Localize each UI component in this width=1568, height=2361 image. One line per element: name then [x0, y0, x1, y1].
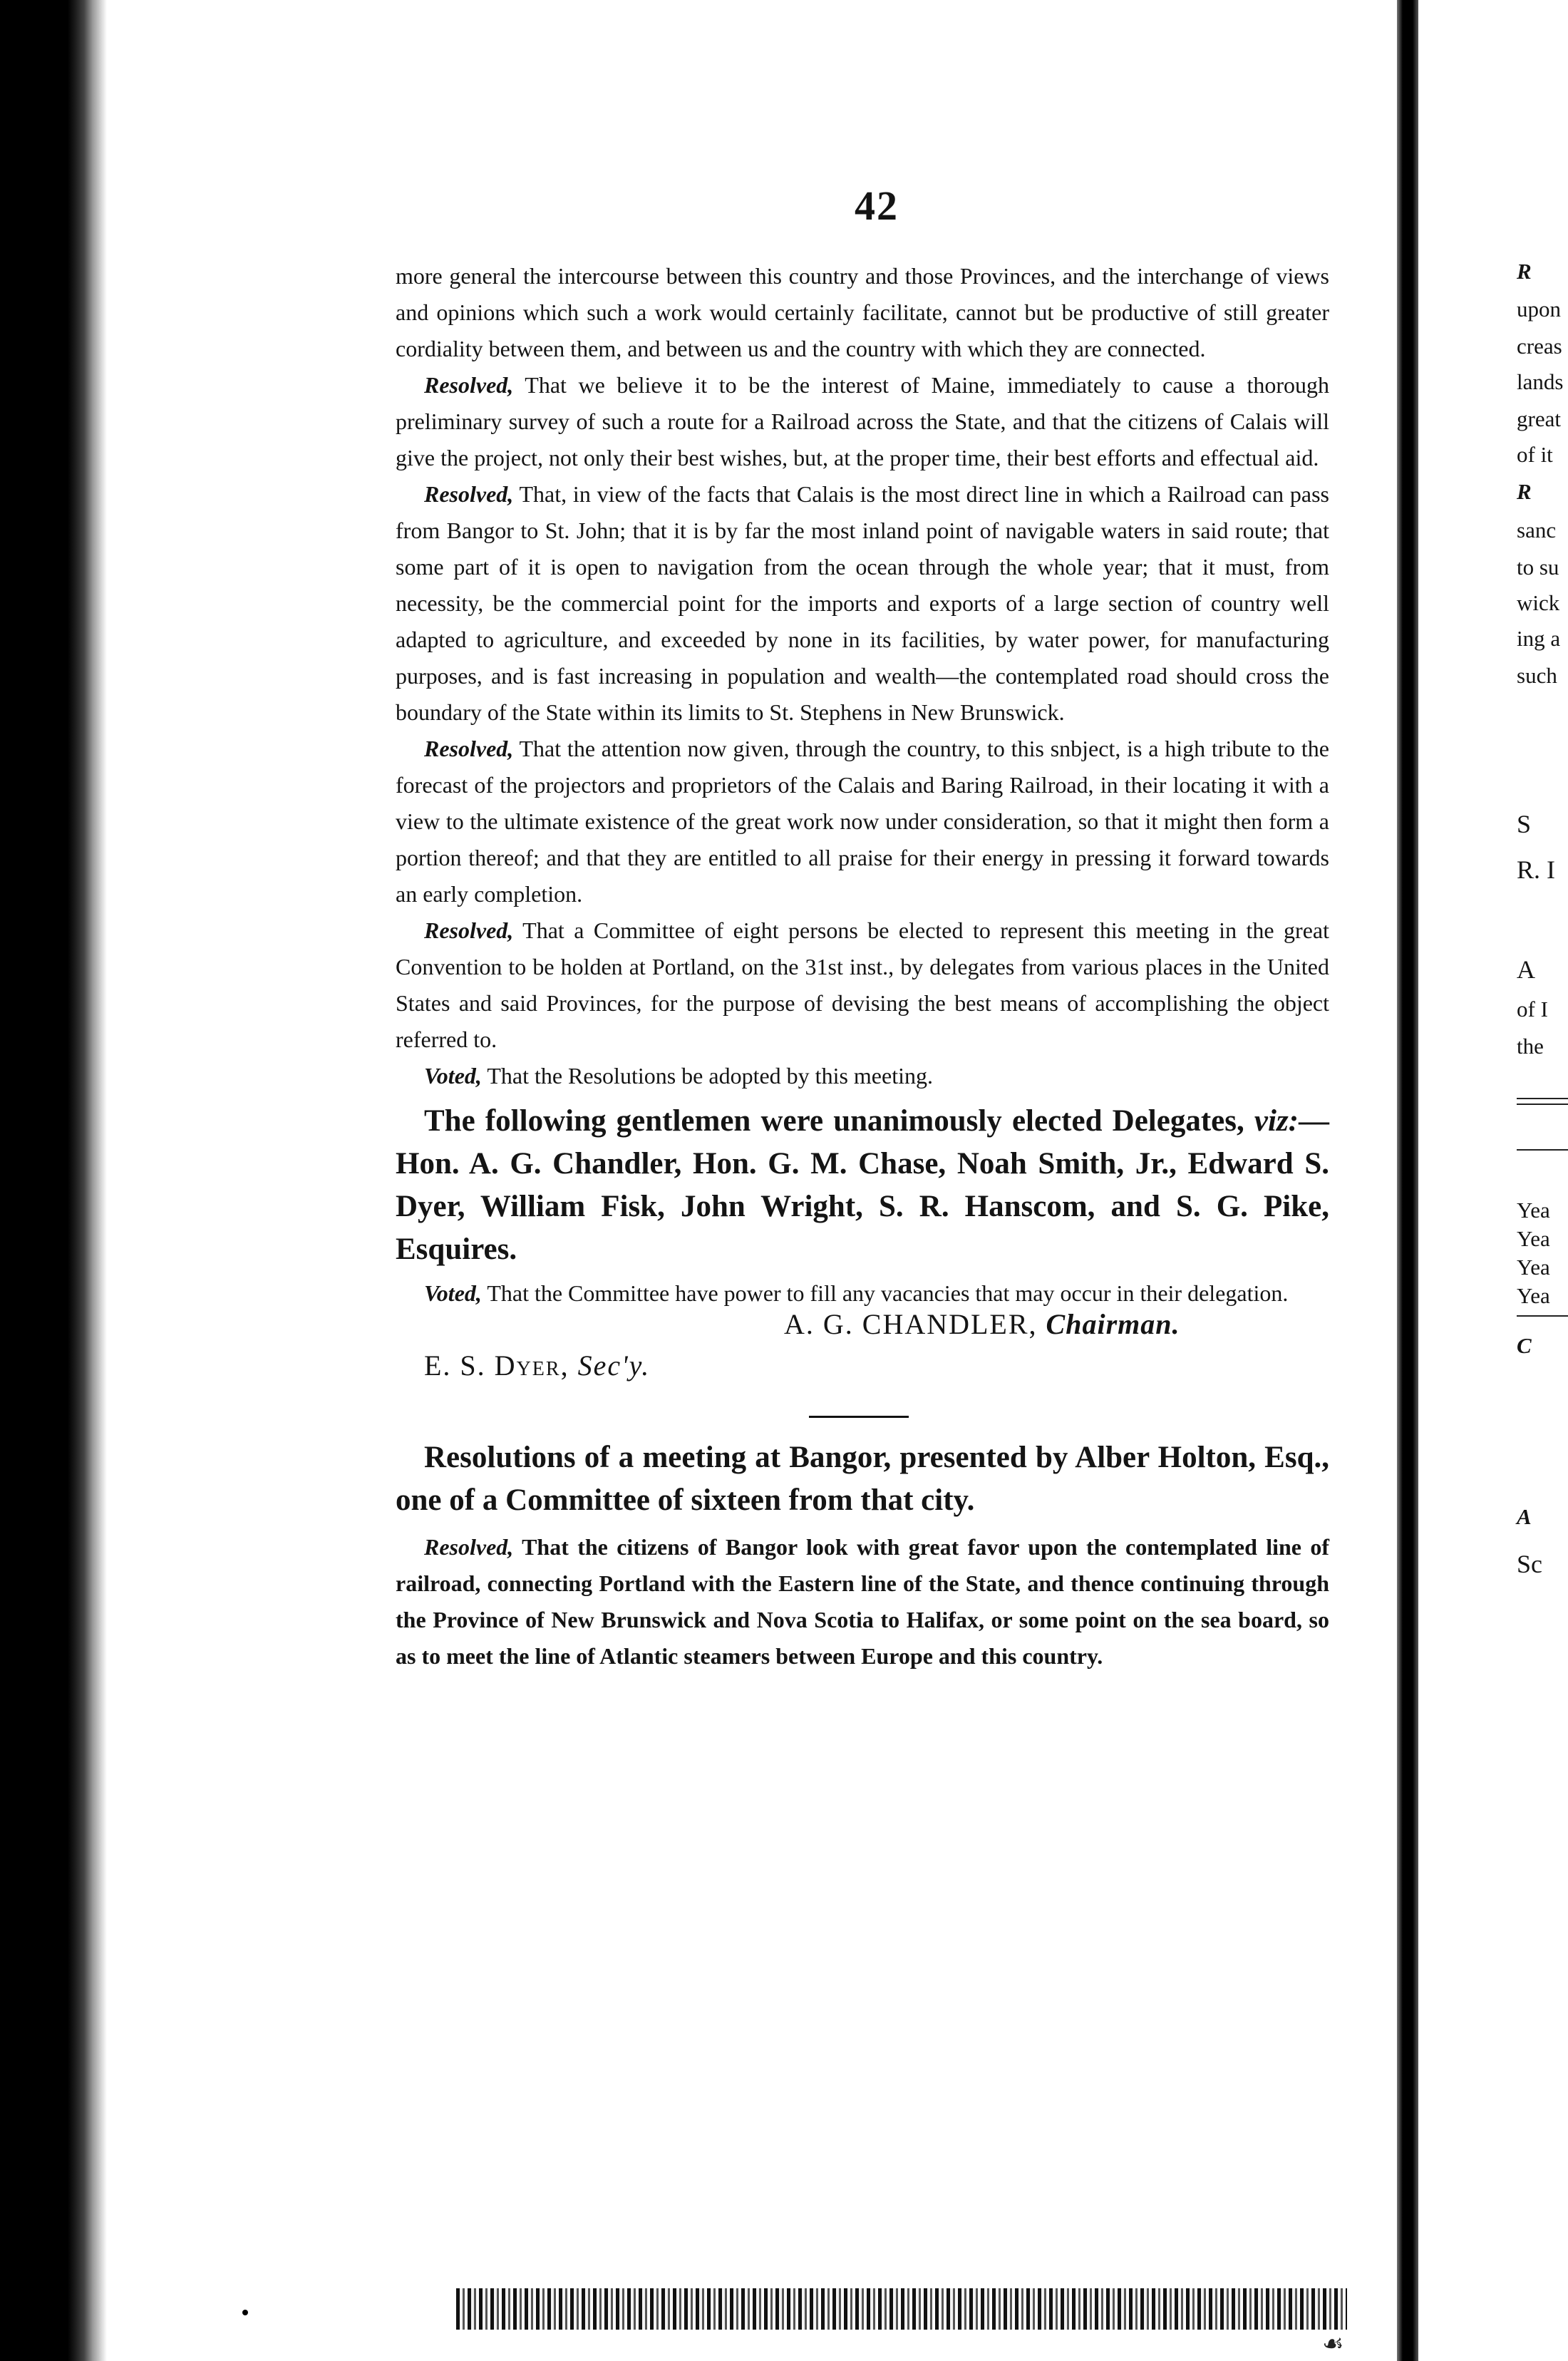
chairman-name: A. G. CHANDLER, — [784, 1308, 1038, 1340]
paragraph-text: That, in view of the facts that Calais is the most direct line in which a Railroad can pass from Bangor to St. John; that it is by far the most inland point of navigable waters in said route; that some part of it is open to navigation from the ocean through the whole year; that it must, from necessity, be the commercial point for the imports and exports of a large section of country well adapted to agriculture, and exceeded by none in its facilities, by water power, for manufacturing purposes, and is fast increasing in population and wealth—the contemplated road should cross the boundary of the State within its limits to St. Stephens in New Brunswick. — [396, 481, 1329, 725]
voted-lead: Voted, — [424, 1280, 482, 1306]
adjacent-page-fragment: Yea — [1517, 1255, 1550, 1280]
secretary-title: Sec'y. — [577, 1349, 651, 1382]
adjacent-page-fragment: A — [1517, 1504, 1532, 1529]
adjacent-page-rule — [1517, 1104, 1568, 1105]
scan-speck — [29, 1358, 57, 1379]
adjacent-page-fragment: lands — [1517, 369, 1564, 394]
vote-paragraph — [396, 1058, 1329, 1094]
adjacent-page-rule — [1517, 1149, 1568, 1151]
bangor-resolutions-heading: Resolutions of a meeting at Bangor, presented by Alber Holton, Esq., one of a Committee of sixteen from that city. — [396, 1441, 1329, 1517]
vote-paragraph — [396, 1275, 1329, 1312]
scan-speck — [21, 285, 37, 295]
adjacent-page-fragment: great — [1517, 406, 1561, 431]
paragraph-text: That the citizens of Bangor look with great favor upon the contemplated line of railroad, connecting Portland with the Eastern line of the State, and thence continuing through the Province of New Brunswick and Nova Scotia to Halifax, or some point on the sea board, so as to meet the line of Atlantic steamers between Europe and this country. — [396, 1534, 1329, 1669]
adjacent-page-rule — [1517, 1315, 1568, 1317]
adjacent-page-fragment: Yea — [1517, 1283, 1550, 1308]
scan-left-border — [0, 0, 107, 2361]
adjacent-page-fragment: S — [1517, 810, 1532, 838]
adjacent-page-fragment: such — [1517, 663, 1557, 688]
adjacent-page-fragment: of it — [1517, 442, 1553, 467]
page-gutter — [1397, 0, 1418, 2361]
adjacent-page-fragment: R — [1517, 259, 1532, 284]
chairman-signature — [784, 1307, 1180, 1341]
adjacent-page-fragment: R — [1517, 479, 1532, 504]
adjacent-page-fragment: A — [1517, 955, 1535, 984]
delegates-paragraph — [396, 1100, 1329, 1271]
adjacent-page-fragment: of I — [1517, 997, 1548, 1022]
resolution-paragraph — [396, 1529, 1329, 1675]
adjacent-page-fragment: to su — [1517, 555, 1559, 580]
delegates-names: —Hon. A. G. Chandler, Hon. G. M. Chase, Noah Smith, Jr., Edward S. Dyer, William Fisk, John Wright, S. R. Hanscom, and S. G. Pike, Esquires. — [396, 1104, 1329, 1266]
resolved-lead: Resolved, — [424, 917, 514, 943]
body-paragraph — [396, 258, 1329, 367]
secretary-name: E. S. Dyer, — [424, 1349, 569, 1382]
adjacent-page-fragment: upon — [1517, 297, 1561, 322]
resolved-lead: Resolved, — [424, 736, 514, 761]
viz-label: viz: — [1254, 1104, 1299, 1138]
adjacent-page-fragment: Yea — [1517, 1226, 1550, 1251]
voted-lead: Voted, — [424, 1063, 482, 1089]
corner-mark: ☙ — [1322, 2331, 1344, 2357]
resolution-paragraph — [396, 367, 1329, 476]
adjacent-page-fragment: creas — [1517, 334, 1562, 359]
adjacent-page-fragment: R. I — [1517, 855, 1555, 884]
adjacent-page-fragment: ing a — [1517, 626, 1561, 651]
scan-speck — [3, 14, 13, 50]
delegates-intro: The following gentlemen were unanimously elected Delegates, — [424, 1104, 1254, 1138]
paragraph-text: That the attention now given, through the country, to this snbject, is a high tribute to the forecast of the projectors and proprietors of the Calais and Baring Railroad, in their locating it with a view to the ultimate existence of the great work now under consideration, so that it might then form a portion thereof; and that they are entitled to all praise for their energy in pressing it forward towards an early completion. — [396, 736, 1329, 907]
scan-speck — [21, 246, 31, 253]
resolution-paragraph — [396, 731, 1329, 912]
page-number: 42 — [855, 182, 899, 229]
resolved-lead: Resolved, — [424, 481, 514, 507]
adjacent-page-fragment: wick — [1517, 590, 1560, 615]
scan-bottom-strip — [456, 2288, 1347, 2330]
paragraph-text: That a Committee of eight persons be elected to represent this meeting in the great Convention to be holden at Portland, on the 31st inst., by delegates from various places in the United States and said Provinces, for the purpose of devising the best means of accomplishing the object referred to. — [396, 917, 1329, 1052]
adjacent-page-fragment: sanc — [1517, 518, 1557, 542]
paragraph-text: That we believe it to be the interest of Maine, immediately to cause a thorough preliminary survey of such a route for a Railroad across the State, and that the citizens of Calais will give the project, not only their best wishes, but, at the proper time, their best efforts and effectual aid. — [396, 372, 1329, 470]
adjacent-page — [1418, 0, 1568, 2361]
adjacent-page-fragment: C — [1517, 1333, 1532, 1358]
page-content — [396, 258, 1329, 1675]
adjacent-page-fragment: the — [1517, 1034, 1544, 1059]
paragraph-text: That the Committee have power to fill any vacancies that may occur in their delegation. — [481, 1280, 1289, 1306]
secretary-signature — [424, 1349, 650, 1382]
section-divider — [809, 1416, 909, 1418]
adjacent-page-rule — [1517, 1098, 1568, 1099]
resolution-paragraph — [396, 476, 1329, 731]
chairman-title: Chairman. — [1046, 1308, 1180, 1340]
signature-block — [396, 1307, 1329, 1392]
resolved-lead: Resolved, — [424, 372, 514, 398]
adjacent-page-fragment: Sc — [1517, 1550, 1542, 1578]
scan-speck — [242, 2310, 248, 2315]
resolution-paragraph — [396, 912, 1329, 1058]
paragraph-text: That the Resolutions be adopted by this meeting. — [481, 1063, 933, 1089]
adjacent-page-fragment: Yea — [1517, 1198, 1550, 1223]
resolved-lead: Resolved, — [424, 1534, 514, 1560]
paragraph-text: more general the intercourse between this country and those Provinces, and the interchange of views and opinions which such a work would certainly facilitate, cannot but be productive of still greater cordiality between them, and between us and the country with which they are connected. — [396, 263, 1329, 361]
